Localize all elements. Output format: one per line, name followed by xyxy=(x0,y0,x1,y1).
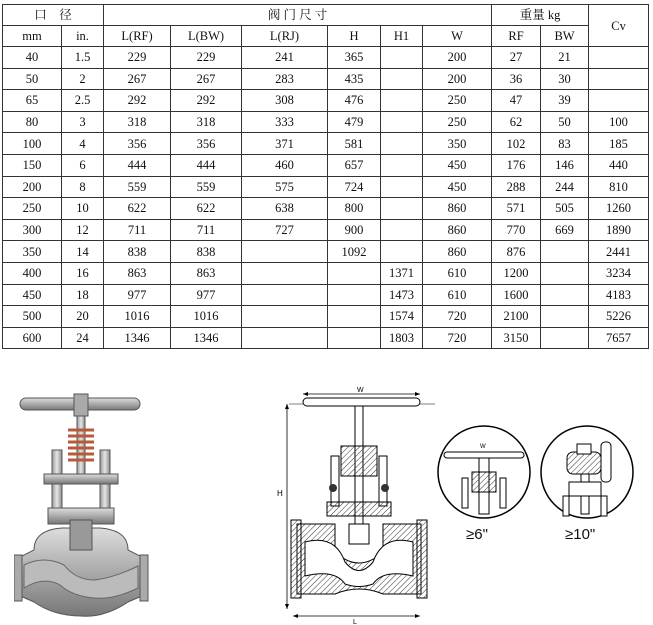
table-cell: 444 xyxy=(171,154,242,176)
table-cell: 3234 xyxy=(589,262,649,284)
table-cell: 356 xyxy=(104,133,171,155)
table-cell: 7657 xyxy=(589,327,649,349)
table-cell: 1890 xyxy=(589,219,649,241)
table-cell: 479 xyxy=(328,111,381,133)
table-cell: 36 xyxy=(492,68,541,90)
table-cell: 720 xyxy=(423,306,492,328)
table-cell: 318 xyxy=(171,111,242,133)
table-cell: 3150 xyxy=(492,327,541,349)
table-cell xyxy=(242,306,328,328)
header-caliber: 口 径 xyxy=(3,5,104,26)
table-cell: 185 xyxy=(589,133,649,155)
table-cell xyxy=(328,284,381,306)
subheader-l-rj: L(RJ) xyxy=(242,26,328,47)
table-cell: 350 xyxy=(3,241,62,263)
figures-area xyxy=(0,370,653,625)
table-cell: 288 xyxy=(492,176,541,198)
table-cell: 250 xyxy=(3,198,62,220)
valve-cutaway-figure xyxy=(14,390,164,620)
caption-small-size: ≥6" xyxy=(466,526,488,543)
table-cell: 65 xyxy=(3,90,62,112)
table-cell: 724 xyxy=(328,176,381,198)
table-cell: 638 xyxy=(242,198,328,220)
table-cell: 333 xyxy=(242,111,328,133)
table-cell: 62 xyxy=(492,111,541,133)
table-cell: 1574 xyxy=(381,306,423,328)
table-cell: 350 xyxy=(423,133,492,155)
subheader-l-rf: L(RF) xyxy=(104,26,171,47)
table-cell: 1600 xyxy=(492,284,541,306)
table-cell: 1200 xyxy=(492,262,541,284)
table-cell: 860 xyxy=(423,241,492,263)
table-cell: 365 xyxy=(328,47,381,69)
handwheel-detail-small xyxy=(434,422,534,522)
table-cell: 5226 xyxy=(589,306,649,328)
table-cell: 229 xyxy=(104,47,171,69)
table-cell xyxy=(328,262,381,284)
table-cell: 460 xyxy=(242,154,328,176)
table-row xyxy=(3,111,649,133)
table-cell xyxy=(328,327,381,349)
gear-operator-detail-large xyxy=(537,422,637,522)
table-cell: 150 xyxy=(3,154,62,176)
table-cell: 267 xyxy=(171,68,242,90)
table-cell xyxy=(242,284,328,306)
caption-large-size: ≥10" xyxy=(565,526,596,543)
table-cell: 200 xyxy=(3,176,62,198)
table-cell xyxy=(541,262,589,284)
table-cell: 571 xyxy=(492,198,541,220)
table-cell: 977 xyxy=(104,284,171,306)
table-cell: 18 xyxy=(62,284,104,306)
table-cell xyxy=(589,68,649,90)
table-cell: 2 xyxy=(62,68,104,90)
table-cell: 250 xyxy=(423,90,492,112)
dim-h-label: H xyxy=(277,489,283,498)
header-cv: Cv xyxy=(589,5,649,47)
table-cell: 283 xyxy=(242,68,328,90)
table-cell: 229 xyxy=(171,47,242,69)
table-row xyxy=(3,68,649,90)
table-row xyxy=(3,219,649,241)
table-cell: 20 xyxy=(62,306,104,328)
table-cell: 146 xyxy=(541,154,589,176)
subheader-w: W xyxy=(423,26,492,47)
table-cell: 267 xyxy=(104,68,171,90)
table-cell: 838 xyxy=(171,241,242,263)
table-cell: 610 xyxy=(423,284,492,306)
table-cell: 2.5 xyxy=(62,90,104,112)
table-cell: 657 xyxy=(328,154,381,176)
table-cell xyxy=(589,90,649,112)
table-row xyxy=(3,133,649,155)
table-cell: 300 xyxy=(3,219,62,241)
table-cell: 720 xyxy=(423,327,492,349)
table-cell xyxy=(381,47,423,69)
header-dimensions: 阀 门 尺 寸 xyxy=(104,5,492,26)
table-cell: 581 xyxy=(328,133,381,155)
table-row xyxy=(3,241,649,263)
table-cell: 575 xyxy=(242,176,328,198)
table-row xyxy=(3,262,649,284)
table-cell: 1016 xyxy=(171,306,242,328)
table-cell: 838 xyxy=(104,241,171,263)
table-cell: 39 xyxy=(541,90,589,112)
table-cell: 559 xyxy=(171,176,242,198)
table-cell: 863 xyxy=(104,262,171,284)
table-cell xyxy=(589,47,649,69)
table-cell: 80 xyxy=(3,111,62,133)
table-cell xyxy=(381,219,423,241)
table-cell: 100 xyxy=(589,111,649,133)
table-cell: 505 xyxy=(541,198,589,220)
table-cell: 30 xyxy=(541,68,589,90)
table-cell: 600 xyxy=(3,327,62,349)
table-cell: 21 xyxy=(541,47,589,69)
table-cell: 4183 xyxy=(589,284,649,306)
table-cell xyxy=(541,284,589,306)
table-cell: 450 xyxy=(423,176,492,198)
table-cell xyxy=(328,306,381,328)
table-cell xyxy=(381,241,423,263)
table-row xyxy=(3,47,649,69)
table-cell: 27 xyxy=(492,47,541,69)
valve-section-drawing xyxy=(275,384,435,624)
table-cell: 1346 xyxy=(104,327,171,349)
table-cell: 727 xyxy=(242,219,328,241)
table-row xyxy=(3,198,649,220)
table-cell: 1260 xyxy=(589,198,649,220)
table-cell xyxy=(541,306,589,328)
table-cell: 50 xyxy=(3,68,62,90)
table-cell: 356 xyxy=(171,133,242,155)
table-cell: 500 xyxy=(3,306,62,328)
table-cell xyxy=(242,262,328,284)
table-cell: 444 xyxy=(104,154,171,176)
table-cell xyxy=(242,327,328,349)
table-cell: 711 xyxy=(104,219,171,241)
table-row xyxy=(3,154,649,176)
table-row xyxy=(3,327,649,349)
table-cell xyxy=(381,133,423,155)
table-cell: 1803 xyxy=(381,327,423,349)
table-cell: 810 xyxy=(589,176,649,198)
subheader-weight-rf: RF xyxy=(492,26,541,47)
header-weight: 重量 kg xyxy=(492,5,589,26)
table-cell: 400 xyxy=(3,262,62,284)
table-cell: 2441 xyxy=(589,241,649,263)
table-cell: 450 xyxy=(3,284,62,306)
subheader-mm: mm xyxy=(3,26,62,47)
table-cell: 250 xyxy=(423,111,492,133)
table-cell: 610 xyxy=(423,262,492,284)
table-cell: 1473 xyxy=(381,284,423,306)
table-cell: 10 xyxy=(62,198,104,220)
table-row xyxy=(3,284,649,306)
table-cell: 977 xyxy=(171,284,242,306)
table-cell: 900 xyxy=(328,219,381,241)
table-cell: 102 xyxy=(492,133,541,155)
table-cell: 1.5 xyxy=(62,47,104,69)
table-cell: 476 xyxy=(328,90,381,112)
table-row xyxy=(3,176,649,198)
table-cell: 860 xyxy=(423,219,492,241)
subheader-weight-bw: BW xyxy=(541,26,589,47)
table-cell: 176 xyxy=(492,154,541,176)
table-cell: 622 xyxy=(171,198,242,220)
table-cell: 3 xyxy=(62,111,104,133)
table-cell: 16 xyxy=(62,262,104,284)
table-cell: 770 xyxy=(492,219,541,241)
table-cell xyxy=(381,111,423,133)
subheader-h1: H1 xyxy=(381,26,423,47)
table-cell: 876 xyxy=(492,241,541,263)
table-cell: 12 xyxy=(62,219,104,241)
subheader-in: in. xyxy=(62,26,104,47)
valve-spec-table xyxy=(2,4,649,349)
table-cell: 440 xyxy=(589,154,649,176)
table-cell xyxy=(381,68,423,90)
table-cell: 50 xyxy=(541,111,589,133)
table-cell: 8 xyxy=(62,176,104,198)
table-cell: 622 xyxy=(104,198,171,220)
table-cell: 200 xyxy=(423,68,492,90)
table-cell xyxy=(541,241,589,263)
table-cell: 1016 xyxy=(104,306,171,328)
table-cell: 711 xyxy=(171,219,242,241)
table-cell xyxy=(381,154,423,176)
table-cell: 371 xyxy=(242,133,328,155)
table-cell: 800 xyxy=(328,198,381,220)
table-cell xyxy=(381,90,423,112)
table-row xyxy=(3,90,649,112)
table-cell: 669 xyxy=(541,219,589,241)
table-cell: 2100 xyxy=(492,306,541,328)
table-cell: 1371 xyxy=(381,262,423,284)
table-cell: 318 xyxy=(104,111,171,133)
table-cell: 83 xyxy=(541,133,589,155)
table-cell xyxy=(381,198,423,220)
dim-w-label: W xyxy=(357,387,364,394)
table-cell: 860 xyxy=(423,198,492,220)
table-cell: 241 xyxy=(242,47,328,69)
table-cell: 24 xyxy=(62,327,104,349)
table-cell: 47 xyxy=(492,90,541,112)
table-cell: 450 xyxy=(423,154,492,176)
dim-l-label: L xyxy=(353,619,357,624)
table-cell: 1092 xyxy=(328,241,381,263)
table-cell: 1346 xyxy=(171,327,242,349)
table-cell: 40 xyxy=(3,47,62,69)
subheader-l-bw: L(BW) xyxy=(171,26,242,47)
table-cell: 4 xyxy=(62,133,104,155)
table-cell: 863 xyxy=(171,262,242,284)
table-cell: 308 xyxy=(242,90,328,112)
detail-w-label: W xyxy=(480,444,486,450)
table-cell xyxy=(242,241,328,263)
table-cell: 14 xyxy=(62,241,104,263)
table-cell: 435 xyxy=(328,68,381,90)
subheader-h: H xyxy=(328,26,381,47)
table-cell: 200 xyxy=(423,47,492,69)
table-cell: 100 xyxy=(3,133,62,155)
table-cell: 244 xyxy=(541,176,589,198)
table-cell xyxy=(381,176,423,198)
table-cell: 292 xyxy=(104,90,171,112)
table-cell xyxy=(541,327,589,349)
table-cell: 6 xyxy=(62,154,104,176)
table-cell: 292 xyxy=(171,90,242,112)
table-cell: 559 xyxy=(104,176,171,198)
table-row xyxy=(3,306,649,328)
